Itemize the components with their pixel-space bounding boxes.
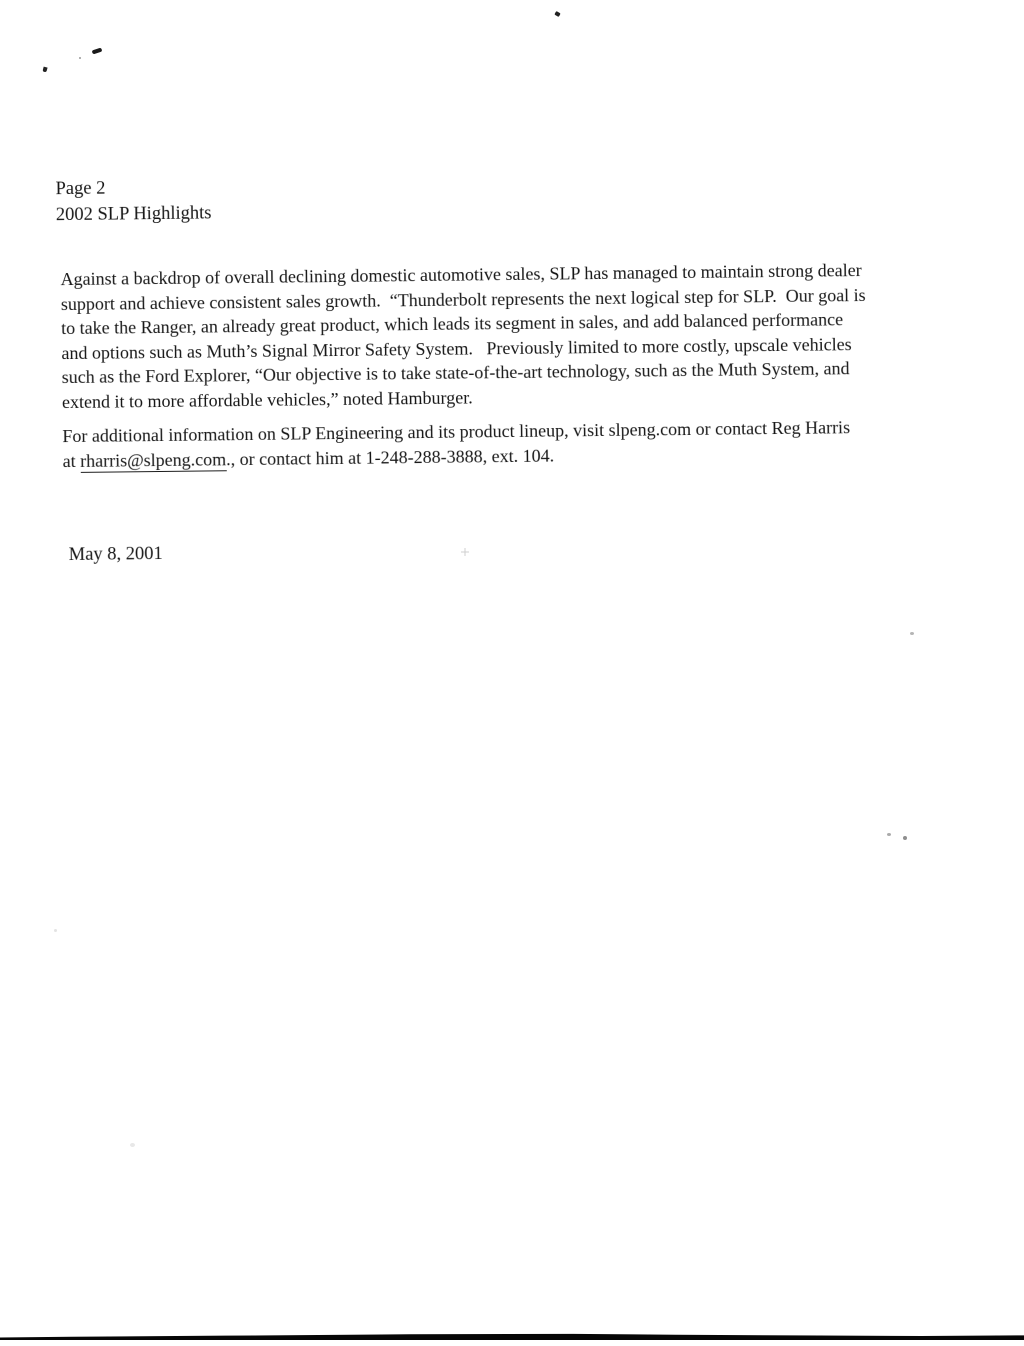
paragraph2-line-1: For additional information on SLP Engineering and its product lineup, visit slpeng.com or contact Reg Harris xyxy=(62,417,851,447)
scan-registration-mark xyxy=(461,548,469,556)
scan-speck xyxy=(903,836,907,840)
paragraph1-line-3: to take the Ranger, an already great product, which leads its segment in sales, and add balanced performance xyxy=(61,309,844,339)
paragraph1-line-1: Against a backdrop of overall declining domestic automotive sales, SLP has managed to maintain strong dealer xyxy=(60,260,862,290)
scan-speck xyxy=(79,57,81,59)
scan-speck xyxy=(887,833,891,836)
email-address-underlined: rharris@slpeng.com xyxy=(80,448,227,471)
paragraph1-line-4: and options such as Muth’s Signal Mirror Safety System. Previously limited to more costly, upscale vehicles xyxy=(61,333,852,363)
body-paragraph-2 xyxy=(62,414,992,474)
contact-line-prefix: at xyxy=(62,450,81,471)
paragraph1-line-5: such as the Ford Explorer, “Our objective is to take state-of-the-art technology, such as the Muth System, and xyxy=(61,358,850,388)
body-paragraph-1 xyxy=(60,257,992,415)
page-header xyxy=(55,174,211,228)
document-date: May 8, 2001 xyxy=(68,543,163,566)
page-number-label: Page 2 xyxy=(55,178,106,200)
paragraph1-line-6: extend it to more affordable vehicles,” noted Hamburger. xyxy=(61,387,473,413)
scan-speck xyxy=(54,929,57,932)
paragraph1-line-2: support and achieve consistent sales growth. “Thunderbolt represents the next logical step for SLP. Our goal is xyxy=(60,284,866,314)
scan-speck xyxy=(130,1143,135,1147)
document-title: 2002 SLP Highlights xyxy=(55,203,212,226)
contact-line-suffix: ., or contact him at 1-248-288-3888, ext. 104. xyxy=(226,445,555,469)
scan-speck xyxy=(910,632,914,635)
